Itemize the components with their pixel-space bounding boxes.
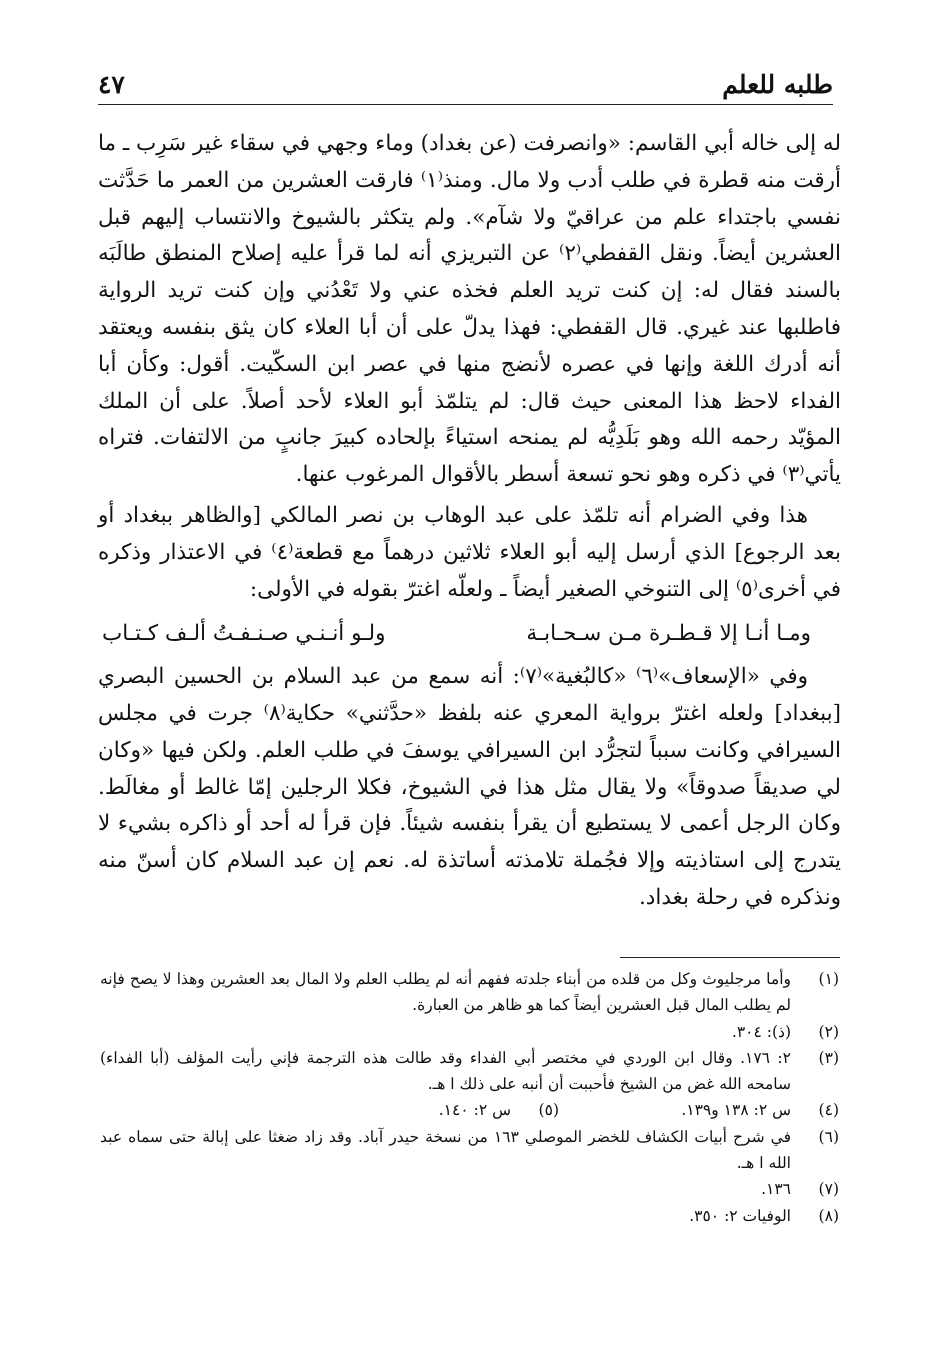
main-text (98, 126, 841, 917)
page-number: ٤٧ (98, 70, 125, 99)
footnote-text: س ٢: ١٣٨ و١٣٩. (681, 1101, 791, 1120)
footnote-text: (ذ): ٣٠٤. (731, 1022, 791, 1041)
page-header (98, 64, 833, 105)
footnote-text: وأما مرجليوث وكل من قلده من أبناء جلدته ففهم أنه لم يطلب العلم ولا المال بعد العشرين وهذا لا يصح فإنه لم يطلب المال قبل العشرين أيضاً كما هو ظاهر من العبارة. (100, 970, 791, 1015)
footnote-7 (100, 1176, 839, 1202)
footnote-number: (٤) (818, 1101, 839, 1120)
footnote-row-4-5 (100, 1097, 839, 1123)
footnote-number: (٦) (818, 1127, 839, 1146)
paragraph-2: هذا وفي الضرام أنه تلمّذ على عبد الوهاب بن نصر المالكي [والظاهر ببغداد أو بعد الرجوع] الذي أرسل إليه أبو العلاء ثلاثين درهماً مع قطعة⁽٤⁾ في الاعتذار وذكره في أخرى⁽٥⁾ إلى التنوخي الصغير أيضاً ـ ولعلّه اغترّ بقوله في الأولى: (98, 502, 841, 602)
footnote-6 (100, 1124, 839, 1177)
footnote-1 (100, 966, 839, 1019)
verse-first-hemistich: ومـا أنـا إلا قـطـرة مـن سـحـابـة (526, 621, 811, 647)
footnote-number: (٧) (818, 1180, 839, 1199)
footnote-8 (100, 1203, 839, 1229)
footnote-number: (٥) (538, 1101, 559, 1120)
footnote-4 (559, 1097, 839, 1123)
footnote-3 (100, 1045, 839, 1098)
footnotes (100, 966, 839, 1229)
footnote-number: (٣) (818, 1048, 839, 1067)
footnote-text: س ٢: ١٤٠. (438, 1101, 511, 1120)
footnote-number: (١) (818, 970, 839, 988)
running-title: طلبه للعلم (722, 70, 833, 99)
footnote-5 (439, 1097, 559, 1123)
paragraph-1: له إلى خاله أبي القاسم: «وانصرفت (عن بغداد) وماء وجهي في سقاء غير سَرِب ـ ما أرقت منه قطرة في طلب أدب ولا مال. ومنذ⁽١⁾ فارقت العشرين من العمر ما حَدَّثت نفسي باجتداء علم من عراقيّ ولا شآم». ولم يتكثر بالشيوخ والانتساب إليهم قبل العشرين أيضاً. ونقل القفطي⁽٢⁾ عن التبريزي أنه لما قرأ عليه إصلاح المنطق طالَبَه بالسند فقال له: إن كنت تريد العلم فخذه عني ولا تَعْدُني وإن كنت تريد الرواية فاطلبها عند غيري. قال القفطي: فهذا يدلّ على أن أبا العلاء كان يثق بنفسه ويعتقد أنه أدرك اللغة وإنها في عصره لأنضج منها في عصر ابن السكّيت. أقول: وكأن أبا الفداء لاحظ هذا المعنى حيث قال: لم يتلمّذ أبو العلاء لأحد أصلاً. على أن الملك المؤيّد رحمه الله وهو بَلَدِيُّه لم يمنحه استياءً بإلحاده كبيرَ جانبٍ من الالتفات. فتراه يأتي⁽٣⁾ في ذكره وهو نحو تسعة أسطر بالأقوال المرغوب عنها. (98, 131, 841, 488)
footnote-number: (٨) (818, 1206, 839, 1225)
poetry-verse (98, 616, 841, 653)
footnote-number: (٢) (818, 1022, 839, 1041)
footnote-text: ١٣٦. (761, 1180, 791, 1199)
footnote-text: في شرح أبيات الكشاف للخضر الموصلي ١٦٣ من نسخة حيدر آباد. وقد زاد ضغثا على إبالة حتى سماه عبد الله ا هـ. (100, 1127, 791, 1173)
footnote-text: ٢: ١٧٦. وقال ابن الوردي في مختصر أبي الفداء وقد طالت هذه الترجمة فإني رأيت المؤلف (أبا الفداء) سامحه الله غض من الشيخ فأحببت أن أنبه على ذلك ا هـ. (100, 1048, 791, 1094)
paragraph-3: وفي «الإسعاف»⁽٦⁾ «كالبُغية»⁽٧⁾: أنه سمع من عبد السلام بن الحسين البصري [ببغداد] ولعله اغترّ برواية المعري عنه بلفظ «حدَّثني» حكاية⁽٨⁾ جرت في مجلس السيرافي وكانت سبباً لتجرُّد ابن السيرافي يوسفَ في طلب العلم. ولكن فيها «وكان لي صديقاً صدوقاً» ولا يقال مثل هذا في الشيوخ، فكلا الرجلين إمّا غالط أو مغالَط. وكان الرجل أعمى لا يستطيع أن يقرأ بنفسه شيئاً. فإن قرأ له أحد أو ذاكره بشيء لا يتدرج إلى استاذيته وإلا فجُملة تلامذته أساتذة له. نعم إن عبد السلام كان أسنّ منه ونذكره في رحلة بغداد. (98, 664, 841, 910)
footnote-2 (100, 1019, 839, 1045)
footnote-text: الوفيات ٢: ٣٥٠. (689, 1206, 791, 1225)
footnote-divider (620, 957, 840, 958)
verse-second-hemistich: ولـو أنـنـي صـنـفـتُ ألـف كـتـاب (102, 621, 386, 647)
